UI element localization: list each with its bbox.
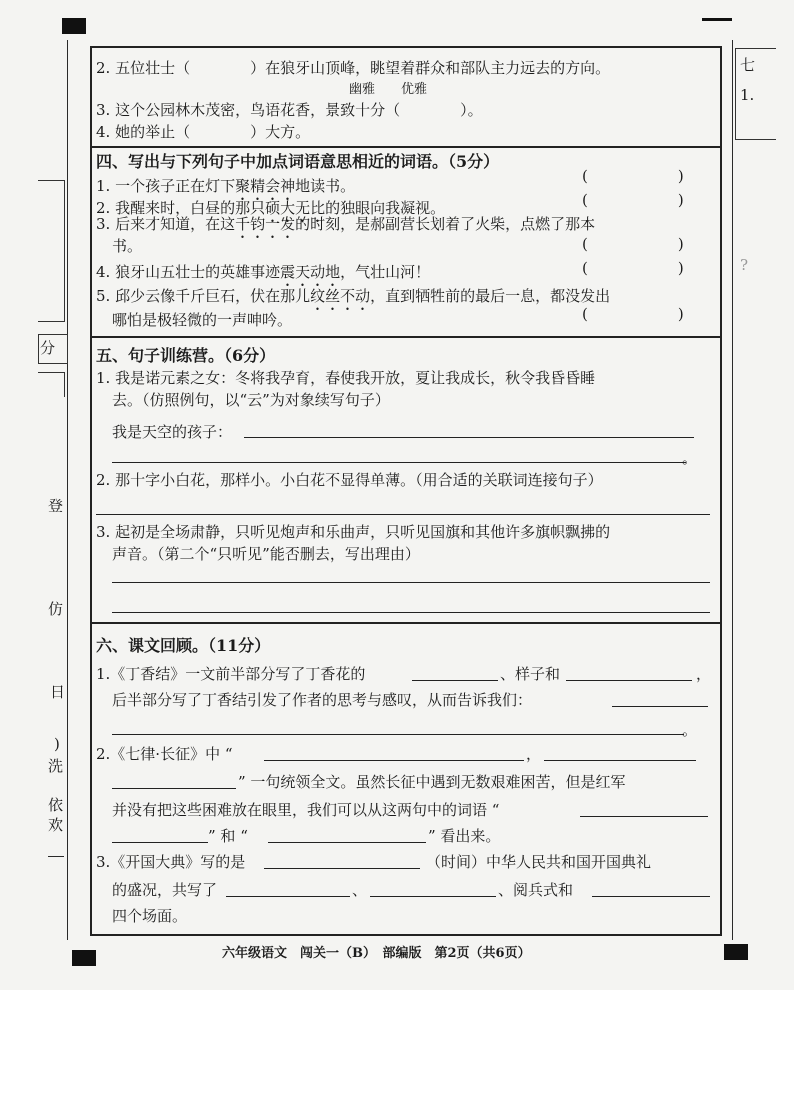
question-post: 地读书。 — [295, 177, 356, 195]
answer-line[interactable] — [96, 514, 710, 515]
answer-line[interactable] — [112, 734, 684, 735]
left-margin-char: 登 — [48, 497, 64, 515]
section-title: 四、写出与下列句子中加点词语意思相近的词语。（5分） — [96, 152, 500, 171]
question-text: 、 — [352, 881, 368, 899]
question-text: 1. 我是诺元素之女：冬将我孕育，春使我开放，夏让我成长，秋令我昏昏睡 — [96, 369, 596, 387]
question-text: 2. 那十字小白花，那样小。小白花不显得单薄。（用合适的关联词连接句子） — [96, 471, 603, 489]
answer-parentheses[interactable]: ( ) — [582, 305, 684, 323]
answer-line[interactable] — [566, 680, 692, 681]
answer-parentheses[interactable]: ( ) — [582, 235, 684, 253]
answer-line[interactable] — [580, 816, 708, 817]
left-gutter-rule — [67, 40, 68, 940]
question-text: ” 看出来。 — [428, 827, 501, 845]
question-text: 2. 五位壮士（ ）在狼牙山顶峰，眺望着群众和部队主力远去的方向。 — [96, 59, 611, 77]
word-options: 幽雅 优雅 — [349, 82, 428, 97]
question-text: 3.《开国大典》写的是 — [96, 853, 246, 871]
section-divider — [92, 146, 720, 148]
answer-line[interactable] — [112, 842, 208, 843]
left-margin-dash — [48, 856, 64, 857]
question-pre: 1. 一个孩子正在灯下 — [96, 177, 236, 195]
question-text-cont: 后半部分写了丁香结引发了作者的思考与感叹，从而告诉我们： — [112, 691, 533, 709]
exam-frame — [90, 46, 722, 936]
period-mark: 。 — [682, 449, 698, 467]
registration-mark-top-left — [62, 18, 86, 34]
answer-line[interactable] — [244, 437, 694, 438]
question-text-cont: 并没有把这些困难放在眼里，我们可以从这两句中的词语 “ — [112, 801, 500, 819]
left-margin-char: 洗 — [48, 757, 64, 775]
right-margin-char: 1. — [740, 86, 755, 104]
question-text: 、样子和 — [500, 665, 561, 683]
answer-parentheses[interactable]: ( ) — [582, 167, 684, 185]
question-text: ， — [526, 745, 542, 763]
question-text-cont: 哪怕是极轻微的一声呻吟。 — [112, 311, 293, 329]
dotted-word: 千钧一发 — [235, 215, 296, 233]
question-pre: 4. 狼牙山五壮士的英雄事迹 — [96, 263, 281, 281]
question-text: ， — [696, 665, 712, 683]
question-text — [96, 214, 595, 242]
dotted-word: 震天动地 — [280, 263, 341, 281]
question-text: （时间）中华人民共和国开国典礼 — [426, 853, 652, 871]
left-margin-char: 分 — [40, 339, 56, 357]
section-divider — [92, 336, 720, 338]
right-margin-char: ? — [740, 256, 749, 274]
left-margin-char: ) — [54, 735, 60, 753]
left-margin-bracket-2 — [38, 372, 65, 397]
question-text: 4. 她的举止（ ）大方。 — [96, 123, 311, 141]
question-text-cont: 四个场面。 — [112, 907, 188, 925]
dotted-word: 纹丝不动 — [310, 287, 371, 305]
registration-mark-top-right — [702, 18, 732, 21]
left-margin-bracket — [38, 180, 65, 322]
answer-line[interactable] — [112, 582, 710, 583]
question-text: 3. 这个公园林木茂密，鸟语花香，景致十分（ ）。 — [96, 101, 483, 119]
question-pre: 3. 后来才知道，在这 — [96, 215, 236, 233]
question-text: 、阅兵式和 — [498, 881, 574, 899]
right-margin-char: 七 — [740, 56, 756, 74]
registration-mark-bottom-left — [72, 950, 96, 966]
right-gutter-rule — [732, 40, 733, 940]
answer-line[interactable] — [264, 868, 420, 869]
answer-parentheses[interactable]: ( ) — [582, 259, 684, 277]
question-post: 的时刻，是郝副营长划着了火柴，点燃了那本 — [295, 215, 596, 233]
question-prompt: 我是天空的孩子： — [112, 423, 233, 441]
page-bottom-blank — [0, 990, 794, 1120]
question-pre: 2. 我醒来时，白昼的那只 — [96, 199, 266, 217]
answer-line[interactable] — [612, 706, 708, 707]
answer-line[interactable] — [112, 612, 710, 613]
section-divider — [92, 622, 720, 624]
question-pre: 5. 邱少云像千斤巨石，伏在那儿 — [96, 287, 311, 305]
answer-parentheses[interactable]: ( ) — [582, 191, 684, 209]
left-margin-char: 依 — [48, 796, 64, 814]
dotted-word: 硕大无比 — [265, 199, 326, 217]
answer-line[interactable] — [268, 842, 426, 843]
question-post: ，直到牺牲前的最后一息，都没发出 — [370, 287, 611, 305]
question-text: 3. 起初是全场肃静，只听见炮声和乐曲声，只听见国旗和其他许多旗帜飘拂的 — [96, 523, 611, 541]
period-mark: 。 — [682, 721, 698, 739]
answer-line[interactable] — [226, 896, 350, 897]
question-text: 1.《丁香结》一文前半部分写了丁香花的 — [96, 665, 366, 683]
page-footer: 六年级语文 闯关一（B） 部编版 第2页（共6页） — [222, 946, 531, 961]
answer-line[interactable] — [412, 680, 498, 681]
answer-line[interactable] — [112, 788, 236, 789]
answer-line[interactable] — [592, 896, 710, 897]
question-text-cont: 声音。（第二个“只听见”能否删去，写出理由） — [112, 545, 420, 563]
left-margin-char: 欢 — [48, 816, 64, 834]
answer-line[interactable] — [370, 896, 496, 897]
question-text-cont: 的盛况，共写了 — [112, 881, 218, 899]
left-margin-char: 日 — [50, 683, 66, 701]
left-margin-char: 仿 — [48, 600, 64, 618]
section-title: 五、句子训练营。（6分） — [96, 346, 276, 365]
question-text: 2.《七律·长征》中 “ — [96, 745, 233, 763]
question-text-cont: 书。 — [112, 237, 143, 255]
question-text: ” 一句统领全文。虽然长征中遇到无数艰难困苦，但是红军 — [238, 773, 626, 791]
answer-line[interactable] — [112, 462, 686, 463]
answer-line[interactable] — [544, 760, 696, 761]
question-text: ” 和 “ — [208, 827, 248, 845]
answer-line[interactable] — [264, 760, 524, 761]
question-post: 的独眼向我凝视。 — [325, 199, 446, 217]
registration-mark-bottom-right — [724, 944, 748, 960]
section-title: 六、课文回顾。（11分） — [96, 636, 271, 655]
dotted-word: 聚精会神 — [235, 177, 296, 195]
question-post: ，气壮山河！ — [340, 263, 431, 281]
question-text-cont: 去。（仿照例句，以“云”为对象续写句子） — [112, 391, 390, 409]
